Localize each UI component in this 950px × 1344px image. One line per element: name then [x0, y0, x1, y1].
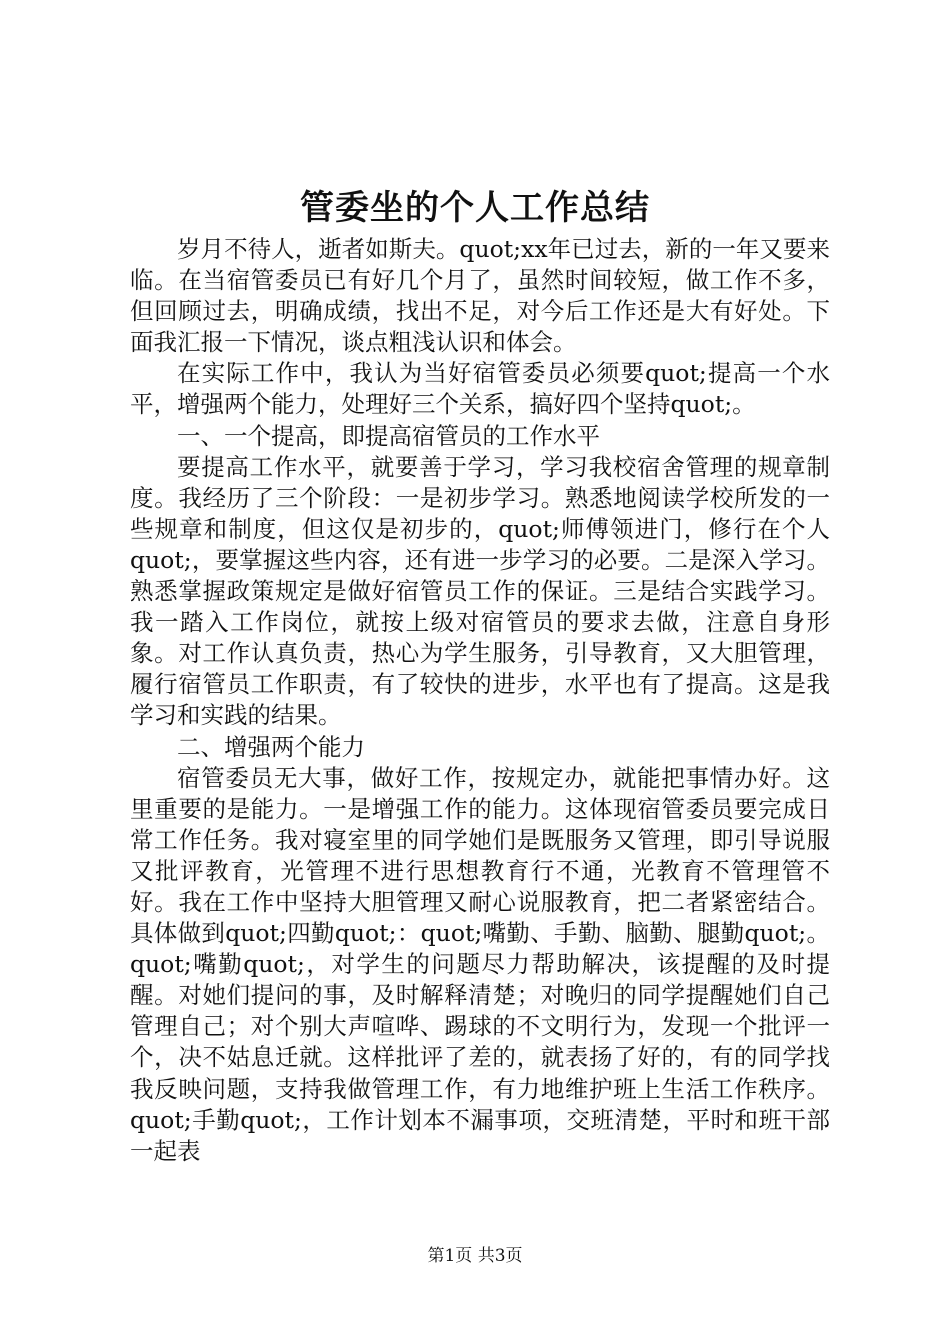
- paragraph-overview: 在实际工作中，我认为当好宿管委员必须要quot;提高一个水平，增强两个能力，处理好三个关系，搞好四个坚持quot;。: [130, 359, 830, 419]
- section-heading-2: 二、增强两个能力: [177, 732, 365, 761]
- document-title: 管委坐的个人工作总结: [300, 188, 650, 228]
- paragraph-section-1: 要提高工作水平，就要善于学习，学习我校宿舍管理的规章制度。我经历了三个阶段：一是初步学习。熟悉地阅读学校所发的一些规章和制度，但这仅是初步的，quot;师傅领进门，修行在个人quot;，要掌握这些内容，还有进一步学习的必要。二是深入学习。熟悉掌握政策规定是做好宿管员工作的保证。三是结合实践学习。我一踏入工作岗位，就按上级对宿管员的要求去做，注意自身形象。对工作认真负责，热心为学生服务，引导教育，又大胆管理，履行宿管员工作职责，有了较快的进步，水平也有了提高。这是我学习和实践的结果。: [130, 452, 830, 730]
- section-heading-1: 一、一个提高，即提高宿管员的工作水平: [177, 421, 600, 450]
- page-footer: 第1页 共3页: [427, 1246, 523, 1266]
- paragraph-section-2: 宿管委员无大事，做好工作，按规定办，就能把事情办好。这里重要的是能力。一是增强工作的能力。这体现宿管委员要完成日常工作任务。我对寝室里的同学她们是既服务又管理，即引导说服又批评教育，光管理不进行思想教育行不通，光教育不管理管不好。我在工作中坚持大胆管理又耐心说服教育，把二者紧密结合。具体做到quot;四勤quot;：quot;嘴勤、手勤、脑勤、腿勤quot;。quot;嘴勤quot;，对学生的问题尽力帮助解决，该提醒的及时提醒。对她们提问的事，及时解释清楚；对晚归的同学提醒她们自己管理自己；对个别大声喧哗、踢球的不文明行为，发现一个批评一个，决不姑息迁就。这样批评了差的，就表扬了好的，有的同学找我反映问题，支持我做管理工作，有力地维护班上生活工作秩序。quot;手勤quot;，工作计划本不漏事项，交班清楚，平时和班干部一起表: [130, 763, 830, 1165]
- document-body: [130, 234, 830, 1167]
- paragraph-intro: 岁月不待人，逝者如斯夫。quot;xx年已过去，新的一年又要来临。在当宿管委员已有好几个月了，虽然时间较短，做工作不多，但回顾过去，明确成绩，找出不足，对今后工作还是大有好处。下面我汇报一下情况，谈点粗浅认识和体会。: [130, 235, 830, 357]
